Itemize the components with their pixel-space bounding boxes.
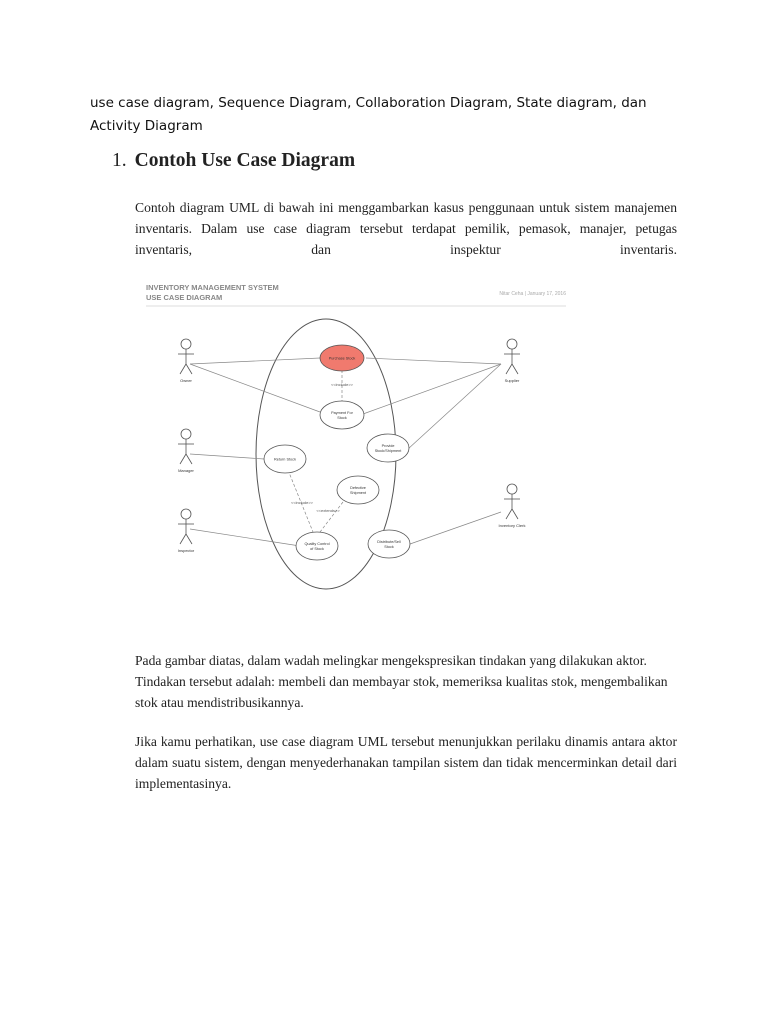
assoc-supplier-purchase: [366, 358, 501, 364]
actor-label: Supplier: [504, 378, 520, 383]
label-extends: <<extends>>: [316, 508, 340, 513]
assoc-owner-purchase: [190, 358, 320, 364]
label-include-2: <<include>>: [290, 500, 314, 505]
use-case-label: Stock/Shipment: [374, 449, 402, 453]
assoc-inspector-quality: [190, 529, 300, 546]
use-case-distribute-stock: [368, 530, 410, 558]
use-case-label: Defective: [350, 486, 366, 490]
assoc-supplier-provide: [408, 364, 501, 449]
actor-inspector: [178, 509, 194, 544]
paragraph-conclusion: Jika kamu perhatikan, use case diagram UML tersebut menunjukkan perilaku dinamis antara aktor dalam suatu sistem, dengan menyederhanakan tampilan sistem dan tidak mencerminkan detail dari implementasinya.: [135, 734, 677, 791]
use-case-label: Stock: [337, 416, 347, 420]
use-case-label: Return Stock: [274, 457, 296, 462]
actor-label: Inspector: [177, 548, 195, 553]
assoc-supplier-payment: [363, 364, 501, 414]
use-case-diagram-figure: [138, 274, 574, 624]
diagram-subtitle: USE CASE DIAGRAM: [146, 293, 223, 302]
assoc-clerk-distribute: [410, 512, 501, 544]
actor-owner: [178, 339, 194, 374]
section-heading: [112, 150, 355, 172]
paragraph-intro: Contoh diagram UML di bawah ini menggambarkan kasus penggunaan untuk sistem manajemen inventaris. Dalam use case diagram tersebut terdapat pemilik, pemasok, manajer, petugas inventaris, dan inspektur inventaris.: [135, 200, 677, 257]
actor-label: Inventory Clerk: [498, 523, 526, 528]
assoc-manager-return: [190, 454, 264, 459]
use-case-label: of Stock: [310, 547, 324, 551]
use-case-payment-for-stock: [320, 401, 364, 429]
use-case-defective-shipment: [337, 476, 379, 504]
use-case-label: Purchase Stock: [328, 356, 356, 361]
use-case-label: Stock: [384, 545, 394, 549]
use-case-quality-control: [296, 532, 338, 560]
use-case-label: Payment For: [331, 411, 353, 415]
use-case-label: Distribute/Sell: [377, 540, 401, 544]
actor-label: Manager: [178, 468, 194, 473]
label-include-1: <<include>>: [330, 382, 354, 387]
actor-manager: [178, 429, 194, 464]
assoc-owner-payment: [190, 364, 320, 412]
section-number: 1.: [112, 150, 127, 171]
actor-inventory-clerk: [504, 484, 520, 519]
extends-defective-quality: [320, 502, 343, 532]
actor-label: Owner: [180, 378, 192, 383]
use-case-provide-stock: [367, 434, 409, 462]
actor-supplier: [504, 339, 520, 374]
use-case-diagram: [138, 274, 574, 624]
section-title: Contoh Use Case Diagram: [134, 150, 356, 171]
use-case-label: Shipment: [349, 491, 367, 495]
use-case-label: Quality Control: [304, 542, 330, 546]
use-case-label: Provide: [381, 444, 395, 448]
paragraph-explanation: Pada gambar diatas, dalam wadah melingkar mengekspresikan tindakan yang dilakukan aktor. Tindakan tersebut adalah: membeli dan membayar stok, memeriksa kualitas stok, mengembalikan stok atau mendistribusikannya.: [135, 653, 668, 710]
intro-text: use case diagram, Sequence Diagram, Collaboration Diagram, State diagram, dan Activity Diagram: [90, 95, 647, 134]
diagram-meta: Nitar Ceha | January 17, 2016: [499, 291, 566, 297]
diagram-title: INVENTORY MANAGEMENT SYSTEM: [146, 283, 279, 292]
